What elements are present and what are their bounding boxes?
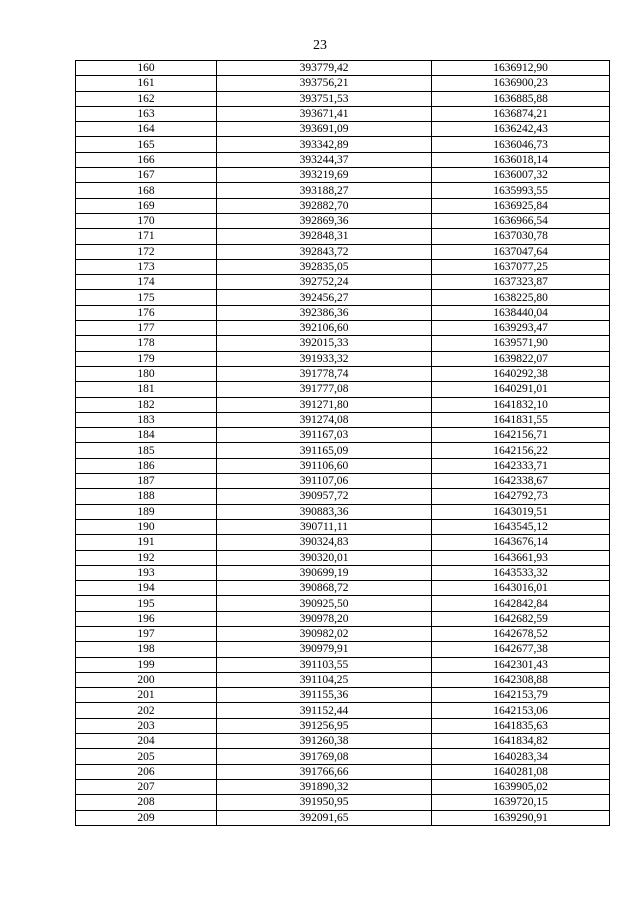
y-coordinate-cell: 1638225,80 <box>432 290 610 305</box>
x-coordinate-cell: 391165,09 <box>217 443 432 458</box>
table-row <box>76 519 610 534</box>
point-number-cell: 175 <box>76 290 217 305</box>
x-coordinate-cell: 391152,44 <box>217 703 432 718</box>
table-row <box>76 351 610 366</box>
y-coordinate-cell: 1637077,25 <box>432 259 610 274</box>
table-row <box>76 657 610 672</box>
table-row <box>76 565 610 580</box>
table-row <box>76 305 610 320</box>
point-number-cell: 206 <box>76 764 217 779</box>
point-number-cell: 162 <box>76 91 217 106</box>
table-row <box>76 795 610 810</box>
table-row <box>76 213 610 228</box>
x-coordinate-cell: 390957,72 <box>217 489 432 504</box>
table-row <box>76 259 610 274</box>
table-row <box>76 397 610 412</box>
y-coordinate-cell: 1636900,23 <box>432 76 610 91</box>
y-coordinate-cell: 1637323,87 <box>432 275 610 290</box>
x-coordinate-cell: 390699,19 <box>217 565 432 580</box>
y-coordinate-cell: 1641832,10 <box>432 397 610 412</box>
table-row <box>76 61 610 76</box>
point-number-cell: 188 <box>76 489 217 504</box>
point-number-cell: 193 <box>76 565 217 580</box>
table-row <box>76 718 610 733</box>
x-coordinate-cell: 393756,21 <box>217 76 432 91</box>
table-row <box>76 642 610 657</box>
table-row <box>76 703 610 718</box>
y-coordinate-cell: 1639290,91 <box>432 810 610 825</box>
coordinates-table-body <box>76 61 610 826</box>
x-coordinate-cell: 391274,08 <box>217 412 432 427</box>
x-coordinate-cell: 393751,53 <box>217 91 432 106</box>
table-row <box>76 749 610 764</box>
y-coordinate-cell: 1643545,12 <box>432 519 610 534</box>
table-row <box>76 550 610 565</box>
point-number-cell: 205 <box>76 749 217 764</box>
point-number-cell: 161 <box>76 76 217 91</box>
y-coordinate-cell: 1639293,47 <box>432 321 610 336</box>
x-coordinate-cell: 390979,91 <box>217 642 432 657</box>
y-coordinate-cell: 1636925,84 <box>432 198 610 213</box>
table-row <box>76 443 610 458</box>
point-number-cell: 209 <box>76 810 217 825</box>
y-coordinate-cell: 1637047,64 <box>432 244 610 259</box>
table-row <box>76 152 610 167</box>
y-coordinate-cell: 1642153,79 <box>432 688 610 703</box>
table-row <box>76 810 610 825</box>
table-row <box>76 137 610 152</box>
point-number-cell: 174 <box>76 275 217 290</box>
x-coordinate-cell: 393244,37 <box>217 152 432 167</box>
x-coordinate-cell: 391766,66 <box>217 764 432 779</box>
y-coordinate-cell: 1639720,15 <box>432 795 610 810</box>
x-coordinate-cell: 390868,72 <box>217 581 432 596</box>
point-number-cell: 178 <box>76 336 217 351</box>
x-coordinate-cell: 391167,03 <box>217 428 432 443</box>
y-coordinate-cell: 1638440,04 <box>432 305 610 320</box>
y-coordinate-cell: 1640291,01 <box>432 382 610 397</box>
table-row <box>76 382 610 397</box>
x-coordinate-cell: 391104,25 <box>217 672 432 687</box>
table-row <box>76 504 610 519</box>
y-coordinate-cell: 1643016,01 <box>432 581 610 596</box>
table-row <box>76 779 610 794</box>
y-coordinate-cell: 1642678,52 <box>432 626 610 641</box>
x-coordinate-cell: 392848,31 <box>217 229 432 244</box>
x-coordinate-cell: 390982,02 <box>217 626 432 641</box>
x-coordinate-cell: 390978,20 <box>217 611 432 626</box>
table-row <box>76 764 610 779</box>
y-coordinate-cell: 1642153,06 <box>432 703 610 718</box>
table-row <box>76 626 610 641</box>
table-row <box>76 596 610 611</box>
x-coordinate-cell: 391950,95 <box>217 795 432 810</box>
table-row <box>76 428 610 443</box>
table-row <box>76 275 610 290</box>
y-coordinate-cell: 1643019,51 <box>432 504 610 519</box>
point-number-cell: 186 <box>76 458 217 473</box>
y-coordinate-cell: 1642156,22 <box>432 443 610 458</box>
x-coordinate-cell: 390925,50 <box>217 596 432 611</box>
x-coordinate-cell: 392835,05 <box>217 259 432 274</box>
table-row <box>76 366 610 381</box>
y-coordinate-cell: 1639571,90 <box>432 336 610 351</box>
y-coordinate-cell: 1636912,90 <box>432 61 610 76</box>
y-coordinate-cell: 1636018,14 <box>432 152 610 167</box>
point-number-cell: 200 <box>76 672 217 687</box>
point-number-cell: 204 <box>76 734 217 749</box>
point-number-cell: 201 <box>76 688 217 703</box>
y-coordinate-cell: 1636874,21 <box>432 106 610 121</box>
x-coordinate-cell: 391777,08 <box>217 382 432 397</box>
table-row <box>76 474 610 489</box>
y-coordinate-cell: 1636966,54 <box>432 213 610 228</box>
point-number-cell: 184 <box>76 428 217 443</box>
x-coordinate-cell: 391106,60 <box>217 458 432 473</box>
point-number-cell: 187 <box>76 474 217 489</box>
point-number-cell: 208 <box>76 795 217 810</box>
y-coordinate-cell: 1636885,88 <box>432 91 610 106</box>
x-coordinate-cell: 393691,09 <box>217 122 432 137</box>
x-coordinate-cell: 391103,55 <box>217 657 432 672</box>
x-coordinate-cell: 392386,36 <box>217 305 432 320</box>
y-coordinate-cell: 1642682,59 <box>432 611 610 626</box>
y-coordinate-cell: 1642842,84 <box>432 596 610 611</box>
point-number-cell: 183 <box>76 412 217 427</box>
y-coordinate-cell: 1642301,43 <box>432 657 610 672</box>
y-coordinate-cell: 1643533,32 <box>432 565 610 580</box>
table-row <box>76 290 610 305</box>
x-coordinate-cell: 392015,33 <box>217 336 432 351</box>
point-number-cell: 163 <box>76 106 217 121</box>
table-row <box>76 76 610 91</box>
x-coordinate-cell: 392869,36 <box>217 213 432 228</box>
x-coordinate-cell: 391256,95 <box>217 718 432 733</box>
y-coordinate-cell: 1642333,71 <box>432 458 610 473</box>
x-coordinate-cell: 393671,41 <box>217 106 432 121</box>
y-coordinate-cell: 1641835,63 <box>432 718 610 733</box>
point-number-cell: 169 <box>76 198 217 213</box>
point-number-cell: 190 <box>76 519 217 534</box>
x-coordinate-cell: 393779,42 <box>217 61 432 76</box>
point-number-cell: 202 <box>76 703 217 718</box>
point-number-cell: 196 <box>76 611 217 626</box>
table-row <box>76 672 610 687</box>
point-number-cell: 191 <box>76 535 217 550</box>
table-row <box>76 458 610 473</box>
x-coordinate-cell: 391933,32 <box>217 351 432 366</box>
y-coordinate-cell: 1636046,73 <box>432 137 610 152</box>
x-coordinate-cell: 392843,72 <box>217 244 432 259</box>
y-coordinate-cell: 1636242,43 <box>432 122 610 137</box>
point-number-cell: 207 <box>76 779 217 794</box>
point-number-cell: 177 <box>76 321 217 336</box>
table-row <box>76 535 610 550</box>
x-coordinate-cell: 393188,27 <box>217 183 432 198</box>
table-row <box>76 688 610 703</box>
y-coordinate-cell: 1640281,08 <box>432 764 610 779</box>
point-number-cell: 189 <box>76 504 217 519</box>
point-number-cell: 203 <box>76 718 217 733</box>
point-number-cell: 198 <box>76 642 217 657</box>
point-number-cell: 180 <box>76 366 217 381</box>
point-number-cell: 170 <box>76 213 217 228</box>
x-coordinate-cell: 393219,69 <box>217 168 432 183</box>
point-number-cell: 192 <box>76 550 217 565</box>
point-number-cell: 185 <box>76 443 217 458</box>
point-number-cell: 173 <box>76 259 217 274</box>
x-coordinate-cell: 390324,83 <box>217 535 432 550</box>
y-coordinate-cell: 1642156,71 <box>432 428 610 443</box>
coordinates-table <box>75 60 610 826</box>
x-coordinate-cell: 390883,36 <box>217 504 432 519</box>
table-row <box>76 611 610 626</box>
table-row <box>76 581 610 596</box>
table-row <box>76 244 610 259</box>
point-number-cell: 179 <box>76 351 217 366</box>
point-number-cell: 167 <box>76 168 217 183</box>
y-coordinate-cell: 1637030,78 <box>432 229 610 244</box>
table-row <box>76 198 610 213</box>
y-coordinate-cell: 1639905,02 <box>432 779 610 794</box>
y-coordinate-cell: 1642338,67 <box>432 474 610 489</box>
x-coordinate-cell: 390320,01 <box>217 550 432 565</box>
y-coordinate-cell: 1643661,93 <box>432 550 610 565</box>
x-coordinate-cell: 391260,38 <box>217 734 432 749</box>
table-row <box>76 183 610 198</box>
point-number-cell: 194 <box>76 581 217 596</box>
x-coordinate-cell: 391778,74 <box>217 366 432 381</box>
x-coordinate-cell: 392882,70 <box>217 198 432 213</box>
y-coordinate-cell: 1636007,32 <box>432 168 610 183</box>
point-number-cell: 168 <box>76 183 217 198</box>
table-row <box>76 91 610 106</box>
x-coordinate-cell: 391769,08 <box>217 749 432 764</box>
point-number-cell: 182 <box>76 397 217 412</box>
point-number-cell: 199 <box>76 657 217 672</box>
table-row <box>76 168 610 183</box>
y-coordinate-cell: 1641831,55 <box>432 412 610 427</box>
table-row <box>76 489 610 504</box>
x-coordinate-cell: 392456,27 <box>217 290 432 305</box>
y-coordinate-cell: 1635993,55 <box>432 183 610 198</box>
y-coordinate-cell: 1642792,73 <box>432 489 610 504</box>
x-coordinate-cell: 390711,11 <box>217 519 432 534</box>
table-row <box>76 734 610 749</box>
page-number: 23 <box>313 38 327 53</box>
point-number-cell: 195 <box>76 596 217 611</box>
point-number-cell: 164 <box>76 122 217 137</box>
table-row <box>76 412 610 427</box>
x-coordinate-cell: 391155,36 <box>217 688 432 703</box>
y-coordinate-cell: 1640292,38 <box>432 366 610 381</box>
y-coordinate-cell: 1643676,14 <box>432 535 610 550</box>
y-coordinate-cell: 1640283,34 <box>432 749 610 764</box>
y-coordinate-cell: 1642308,88 <box>432 672 610 687</box>
x-coordinate-cell: 392091,65 <box>217 810 432 825</box>
table-row <box>76 336 610 351</box>
x-coordinate-cell: 392752,24 <box>217 275 432 290</box>
x-coordinate-cell: 391271,80 <box>217 397 432 412</box>
table-row <box>76 229 610 244</box>
y-coordinate-cell: 1639822,07 <box>432 351 610 366</box>
point-number-cell: 171 <box>76 229 217 244</box>
y-coordinate-cell: 1641834,82 <box>432 734 610 749</box>
x-coordinate-cell: 391107,06 <box>217 474 432 489</box>
point-number-cell: 181 <box>76 382 217 397</box>
table-row <box>76 122 610 137</box>
table-row <box>76 321 610 336</box>
point-number-cell: 166 <box>76 152 217 167</box>
point-number-cell: 160 <box>76 61 217 76</box>
point-number-cell: 172 <box>76 244 217 259</box>
point-number-cell: 165 <box>76 137 217 152</box>
point-number-cell: 176 <box>76 305 217 320</box>
point-number-cell: 197 <box>76 626 217 641</box>
x-coordinate-cell: 391890,32 <box>217 779 432 794</box>
y-coordinate-cell: 1642677,38 <box>432 642 610 657</box>
x-coordinate-cell: 393342,89 <box>217 137 432 152</box>
x-coordinate-cell: 392106,60 <box>217 321 432 336</box>
table-row <box>76 106 610 121</box>
